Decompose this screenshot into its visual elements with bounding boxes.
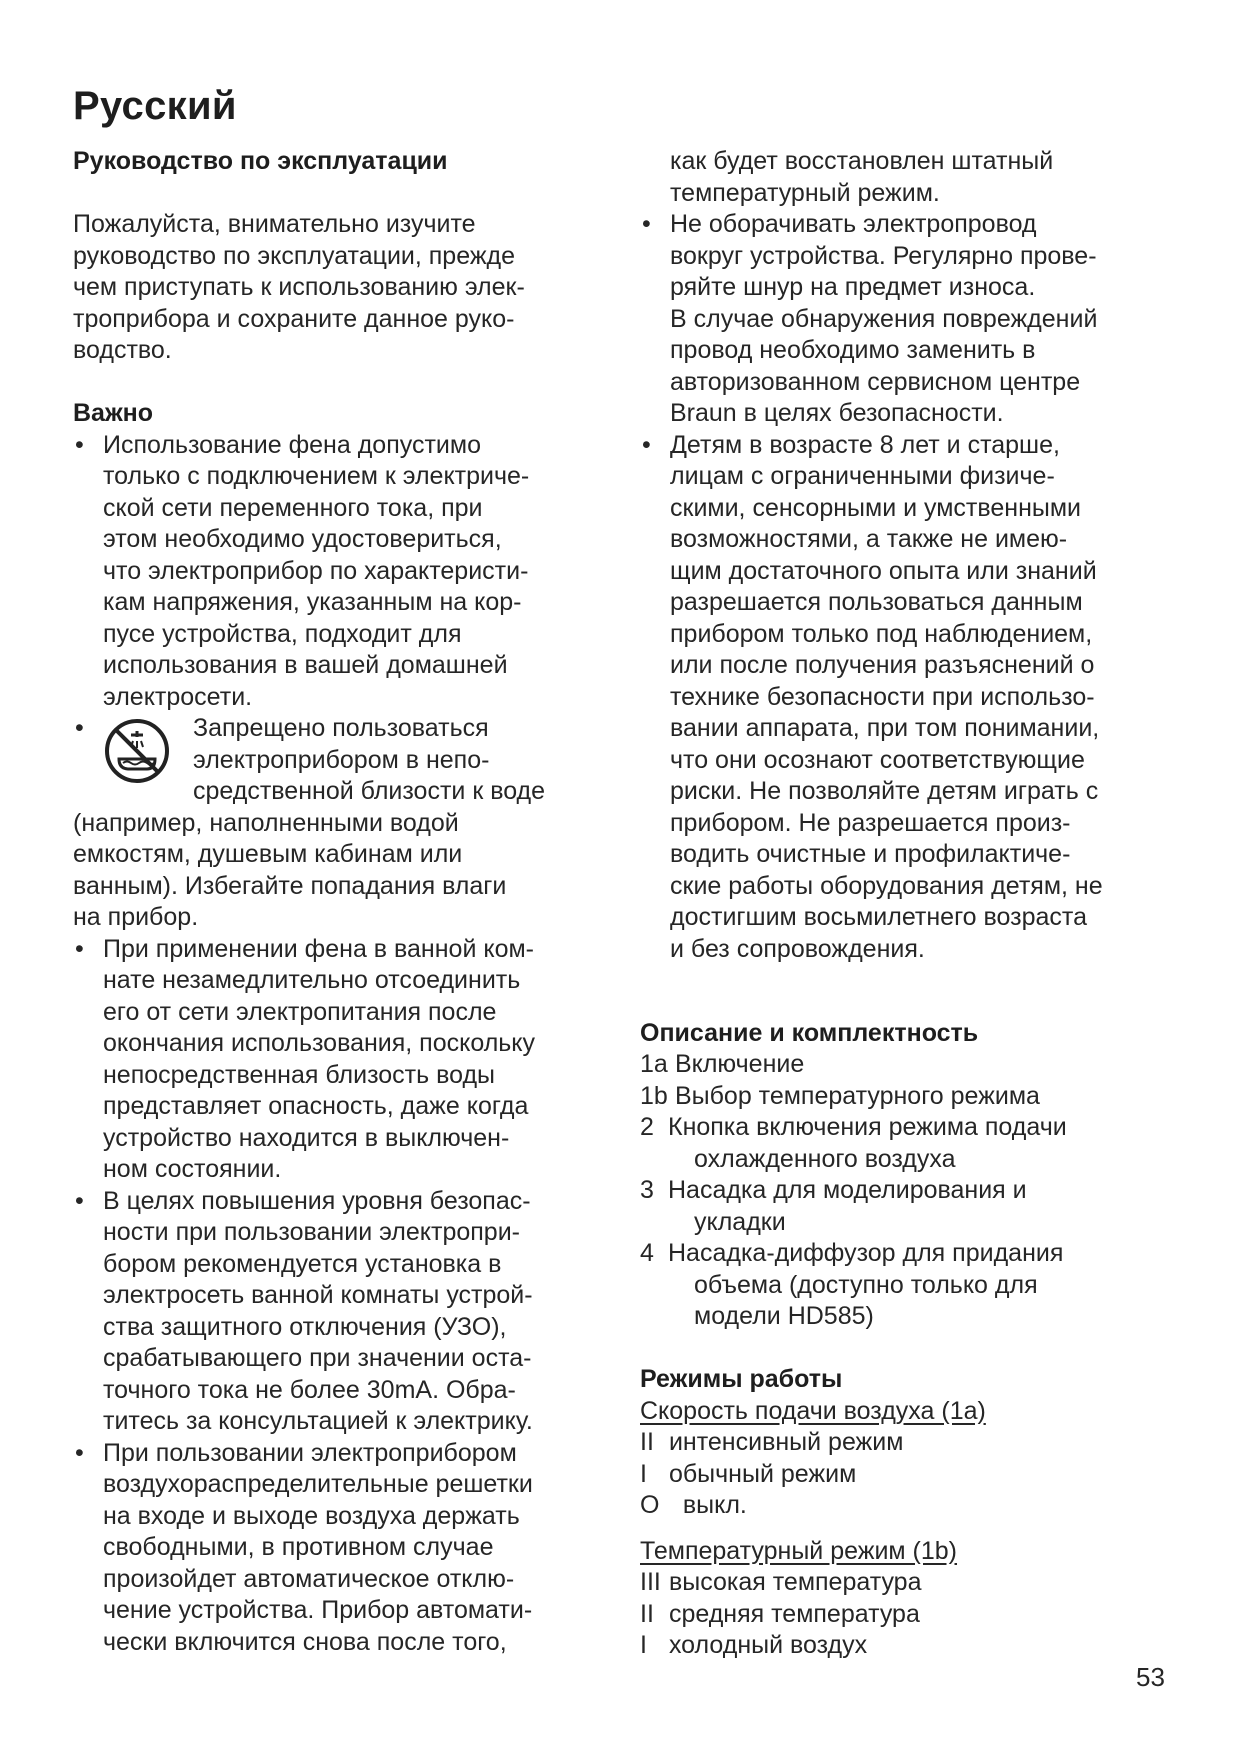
speed-modes xyxy=(640,1427,1190,1522)
bullet-rcd: • В целях повышения уровня безопас- ности при пользовании электропри- бором рекомендуется установка в электросеть ванной комнаты устрой- ства защитного отключения (УЗО), срабатывающего при значении оста- точного тока не более 30mA. Обра- титесь за консультацией к электрику. xyxy=(73,1186,613,1438)
speed-mode-normal: I обычный режим xyxy=(640,1459,857,1488)
temp-mode-high: III высокая температура xyxy=(640,1568,922,1596)
temp-heading: Температурный режим (1b) xyxy=(640,1536,958,1565)
parts-list xyxy=(640,1049,1190,1333)
no-water-icon xyxy=(103,717,171,785)
page-title: Русский xyxy=(73,84,237,128)
bullet-bathroom: • При применении фена в ванной ком- нате незамедлительно отсоединить его от сети электропитания после окончания использования, поскольку непосредственная близость воды представляет опасность, даже когда устройство находится в выключен- ном состоянии. xyxy=(73,934,613,1186)
part-item-1b: 1b Выбор температурного режима xyxy=(640,1081,1040,1110)
bullet-ac-power: • Использование фена допустимо только с подключением к электриче- ской сети переменного тока, при этом необходимо удостовериться, что электроприбор по характеристи- кам напряжения, указанным на кор- пусе устройства, подходит для использования в вашей домашней электросети. xyxy=(73,430,613,714)
modes-heading: Режимы работы xyxy=(640,1365,843,1393)
left-column xyxy=(73,146,613,1658)
page-number: 53 xyxy=(1136,1662,1165,1692)
bullet-air-grilles-continued: как будет восстановлен штатный температурный режим. xyxy=(670,147,1054,207)
bullet-water-warning: • Запрещено пользоваться электроприбором в непо- средственной близости к воде (например, наполненными водой емкостям, душевым кабинам или ванным). Избегайте попадания влаги на прибор. xyxy=(73,713,613,934)
description-heading: Описание и комплектность xyxy=(640,1018,979,1047)
bullet-cord: • Не оборачивать электропровод вокруг устройства. Регулярно прове- ряйте шнур на предмет износа. В случае обнаружения повреждений провод необходимо заменить в авторизованном сервисном центре Braun в целях безопасности. xyxy=(640,209,1190,430)
temp-mode-medium: II средняя температура xyxy=(640,1599,920,1628)
part-item-1a: 1a Включение xyxy=(640,1050,805,1078)
manual-heading: Руководство по эксплуатации xyxy=(73,147,448,175)
speed-heading: Скорость подачи воздуха (1a) xyxy=(640,1396,986,1425)
speed-mode-intensive: II интенсивный режим xyxy=(640,1428,904,1456)
right-column xyxy=(640,146,1190,1662)
temp-mode-cold: I холодный воздух xyxy=(640,1631,868,1659)
part-item-2: 2 Кнопка включения режима подачи охлажденного воздуха xyxy=(640,1113,1067,1173)
important-heading: Важно xyxy=(73,399,154,427)
bullet-children: • Детям в возрасте 8 лет и старше, лицам с ограниченными физиче- скими, сенсорными и умственными возможностями, а также не имею- щим достаточного опыта или знаний разрешается пользоваться данным прибором только под наблюдением, или после получения разъяснений о технике безопасности при использо- вании аппарата, при том понимании, что они осознают соответствующие риски. Не позволяйте детям играть с прибором. Не разрешается произ- водить очистные и профилактиче- ские работы оборудования детям, не достигшим восьмилетнего возраста и без сопровождения. xyxy=(640,430,1190,966)
intro-paragraph: Пожалуйста, внимательно изучите руководство по эксплуатации, прежде чем приступать к использованию элек- троприбора и сохраните данное руко- водство. xyxy=(73,210,525,364)
bullet-air-grilles: • При пользовании электроприбором воздухораспределительные решетки на входе и выходе воздуха держать свободными, в противном случае произойдет автоматическое отклю- чение устройства. Прибор автомати- чески включится снова после того, xyxy=(73,1438,613,1659)
part-item-4: 4 Насадка-диффузор для придания объема (доступно только для модели HD585) xyxy=(640,1239,1064,1330)
temp-modes xyxy=(640,1567,1190,1662)
speed-mode-off: O выкл. xyxy=(640,1491,747,1519)
part-item-3: 3 Насадка для моделирования и укладки xyxy=(640,1176,1027,1236)
